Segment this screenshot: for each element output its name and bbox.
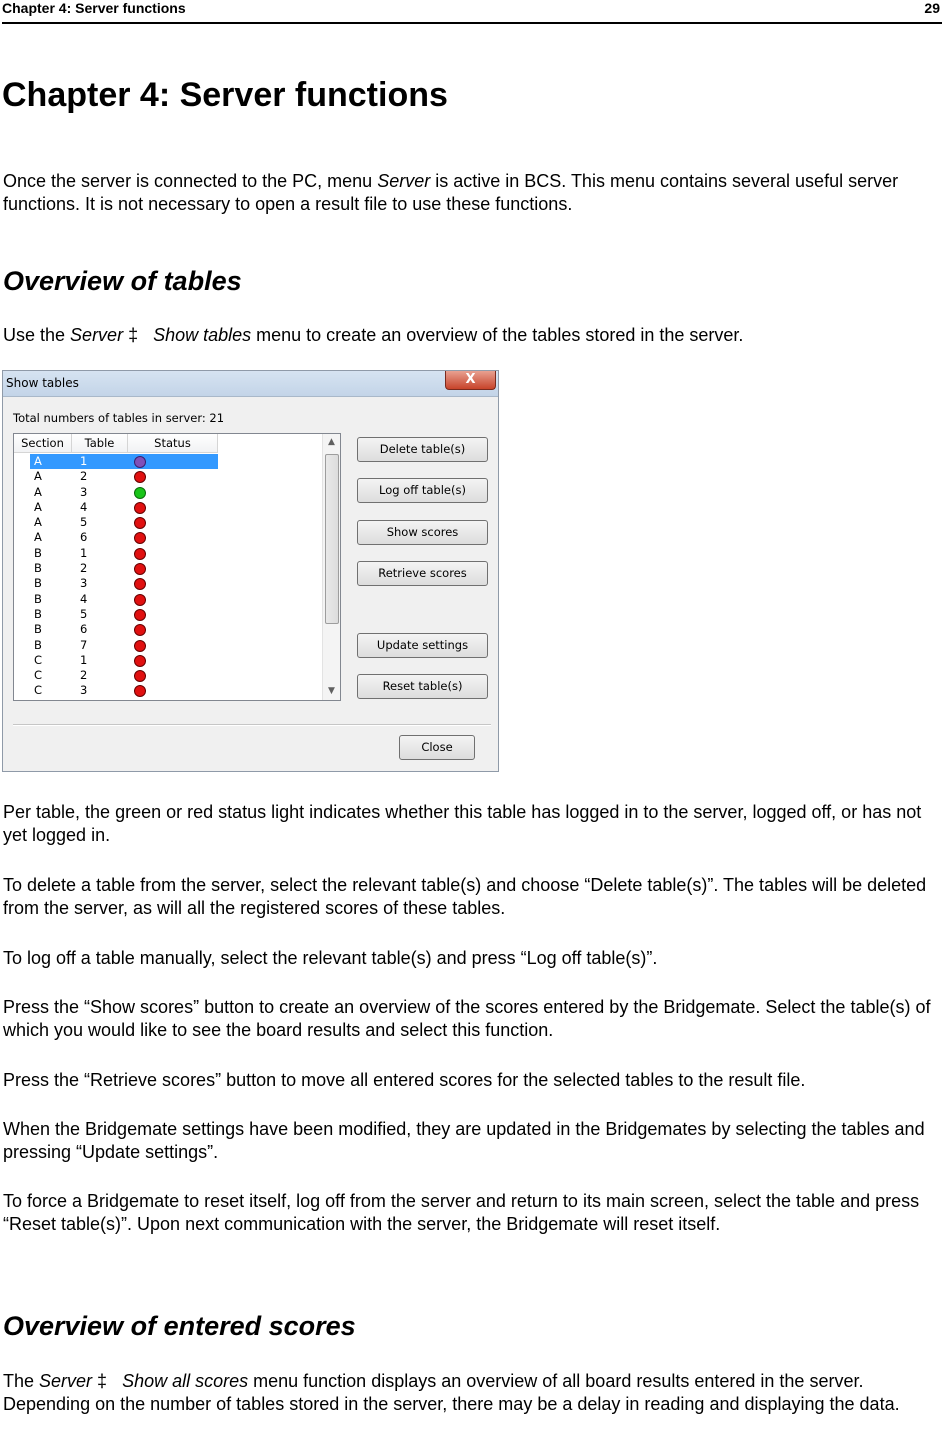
- row-section: A: [34, 469, 42, 484]
- close-button[interactable]: Close: [399, 735, 475, 760]
- retrieve-scores-button[interactable]: Retrieve scores: [357, 561, 488, 586]
- table-row[interactable]: [14, 683, 322, 698]
- status-light-icon: [134, 640, 146, 652]
- row-section: A: [34, 515, 42, 530]
- row-table-number: 2: [80, 561, 88, 576]
- scroll-thumb[interactable]: [325, 454, 339, 624]
- table-row[interactable]: [14, 592, 322, 607]
- column-header-section[interactable]: Section: [14, 434, 72, 453]
- intro-text-rest: is active in BCS. This menu contains several useful server functions. It is not necessary to open a result file to use these functions.: [3, 171, 899, 214]
- close-window-button[interactable]: X: [445, 371, 496, 390]
- status-light-icon: [134, 548, 146, 560]
- status-light-icon: [134, 655, 146, 667]
- status-light-icon: [134, 685, 146, 697]
- row-table-number: 3: [80, 576, 88, 591]
- status-light-icon: [134, 456, 146, 468]
- status-light-icon: [134, 517, 146, 529]
- table-row[interactable]: [14, 485, 322, 500]
- scores-lead-paragraph: [3, 1370, 941, 1416]
- status-light-icon: [134, 487, 146, 499]
- show-tables-dialog: [2, 370, 499, 772]
- intro-menu-name: Server: [377, 171, 431, 191]
- paragraph-delete-tables: To delete a table from the server, select the relevant table(s) and choose “Delete table(s)”. The tables will be deleted from the server, as will all the registered scores of these tables.: [3, 875, 927, 918]
- table-row[interactable]: [14, 469, 322, 484]
- page-header: [2, 0, 942, 24]
- row-table-number: 2: [80, 668, 88, 683]
- menu-arrow: ‡: [123, 325, 154, 345]
- row-table-number: 3: [80, 484, 88, 499]
- row-table-number: 5: [80, 606, 88, 621]
- table-row[interactable]: [14, 500, 322, 515]
- status-light-icon: [134, 471, 146, 483]
- row-table-number: 5: [80, 515, 88, 530]
- row-section: B: [34, 545, 42, 560]
- lead-text-rest: menu to create an overview of the tables stored in the server.: [251, 325, 744, 345]
- running-title: Chapter 4: Server functions: [2, 0, 186, 16]
- row-table-number: 2: [80, 469, 88, 484]
- row-section: A: [34, 484, 42, 499]
- table-row[interactable]: [14, 515, 322, 530]
- row-table-number: 4: [80, 591, 88, 606]
- paragraph-update-settings: When the Bridgemate settings have been modified, they are updated in the Bridgemates by selecting the tables and pressing “Update settings”.: [3, 1119, 925, 1162]
- lead-menu-name: Server: [70, 325, 124, 345]
- column-header-table[interactable]: Table: [72, 434, 128, 453]
- table-row[interactable]: [14, 607, 322, 622]
- row-table-number: 6: [80, 530, 88, 545]
- lead-menu-item: Show all scores: [122, 1371, 249, 1391]
- row-table-number: 1: [80, 652, 88, 667]
- row-table-number: 6: [80, 622, 88, 637]
- row-section: C: [34, 668, 43, 683]
- row-table-number: 7: [80, 637, 88, 652]
- tables-list[interactable]: [13, 433, 341, 701]
- row-section: A: [34, 454, 42, 468]
- total-tables-label: Total numbers of tables in server: 21: [13, 411, 225, 425]
- lead-text: Use the: [3, 325, 71, 345]
- row-section: B: [34, 576, 42, 591]
- paragraph-retrieve-scores: Press the “Retrieve scores” button to move all entered scores for the selected tables to the result file.: [3, 1070, 806, 1090]
- chapter-title: Chapter 4: Server functions: [2, 76, 448, 114]
- row-section: B: [34, 622, 42, 637]
- row-table-number: 1: [80, 454, 88, 468]
- table-row[interactable]: [14, 454, 322, 469]
- intro-text: Once the server is connected to the PC, menu: [3, 171, 378, 191]
- lead-text-rest: menu function displays an overview of all board results entered in the server. Depending on the number of tables stored in the server, there may be a delay in reading and displaying the data.: [3, 1371, 900, 1414]
- update-settings-button[interactable]: Update settings: [357, 633, 488, 658]
- menu-arrow: ‡: [92, 1371, 123, 1391]
- lead-text: The: [3, 1371, 40, 1391]
- status-light-icon: [134, 578, 146, 590]
- show-scores-button[interactable]: Show scores: [357, 520, 488, 545]
- table-row[interactable]: [14, 530, 322, 545]
- status-light-icon: [134, 594, 146, 606]
- scroll-up-icon[interactable]: ▲: [328, 437, 335, 447]
- table-row[interactable]: [14, 546, 322, 561]
- status-light-icon: [134, 502, 146, 514]
- dialog-titlebar: [3, 371, 498, 397]
- row-section: B: [34, 637, 42, 652]
- vertical-scrollbar[interactable]: [322, 434, 340, 700]
- delete-tables-button[interactable]: Delete table(s): [357, 437, 488, 462]
- row-section: C: [34, 652, 43, 667]
- paragraph-show-scores: Press the “Show scores” button to create an overview of the scores entered by the Bridgemate. Select the table(s) of which you would like to see the board results and select this function.: [3, 997, 931, 1040]
- paragraph-reset-tables: To force a Bridgemate to reset itself, log off from the server and return to its main screen, select the table and press “Reset table(s)”. Upon next communication with the server, the Bridgemate will reset itself.: [3, 1191, 920, 1234]
- table-row[interactable]: [14, 561, 322, 576]
- status-light-icon: [134, 624, 146, 636]
- reset-tables-button[interactable]: Reset table(s): [357, 674, 488, 699]
- row-section: A: [34, 499, 42, 514]
- status-light-icon: [134, 532, 146, 544]
- dialog-separator: [13, 724, 491, 726]
- intro-paragraph: [3, 170, 941, 216]
- section-heading-scores: Overview of entered scores: [3, 1311, 356, 1341]
- table-row[interactable]: [14, 622, 322, 637]
- row-table-number: 1: [80, 545, 88, 560]
- column-header-status[interactable]: Status: [128, 434, 218, 453]
- row-section: A: [34, 530, 42, 545]
- scroll-down-icon[interactable]: ▼: [328, 686, 335, 696]
- row-section: B: [34, 606, 42, 621]
- table-rows: [14, 454, 322, 699]
- row-section: C: [34, 683, 43, 698]
- status-light-icon: [134, 670, 146, 682]
- status-light-icon: [134, 563, 146, 575]
- table-row[interactable]: [14, 638, 322, 653]
- tables-lead-paragraph: [3, 324, 941, 347]
- table-row[interactable]: [14, 576, 322, 591]
- table-row[interactable]: [14, 653, 322, 668]
- status-light-icon: [134, 609, 146, 621]
- section-heading-tables: Overview of tables: [3, 266, 242, 296]
- paragraph-log-off: To log off a table manually, select the relevant table(s) and press “Log off table(s)”.: [3, 948, 658, 968]
- page-number: 29: [924, 0, 940, 16]
- row-selection-highlight: [30, 454, 218, 469]
- row-section: B: [34, 561, 42, 576]
- row-table-number: 3: [80, 683, 88, 698]
- row-table-number: 4: [80, 499, 88, 514]
- row-section: B: [34, 591, 42, 606]
- table-row[interactable]: [14, 668, 322, 683]
- dialog-title: Show tables: [6, 376, 79, 390]
- paragraph-status-light: Per table, the green or red status light indicates whether this table has logged in to the server, logged off, or has not yet logged in.: [3, 802, 922, 845]
- lead-menu-name: Server: [39, 1371, 93, 1391]
- log-off-tables-button[interactable]: Log off table(s): [357, 478, 488, 503]
- lead-menu-item: Show tables: [153, 325, 252, 345]
